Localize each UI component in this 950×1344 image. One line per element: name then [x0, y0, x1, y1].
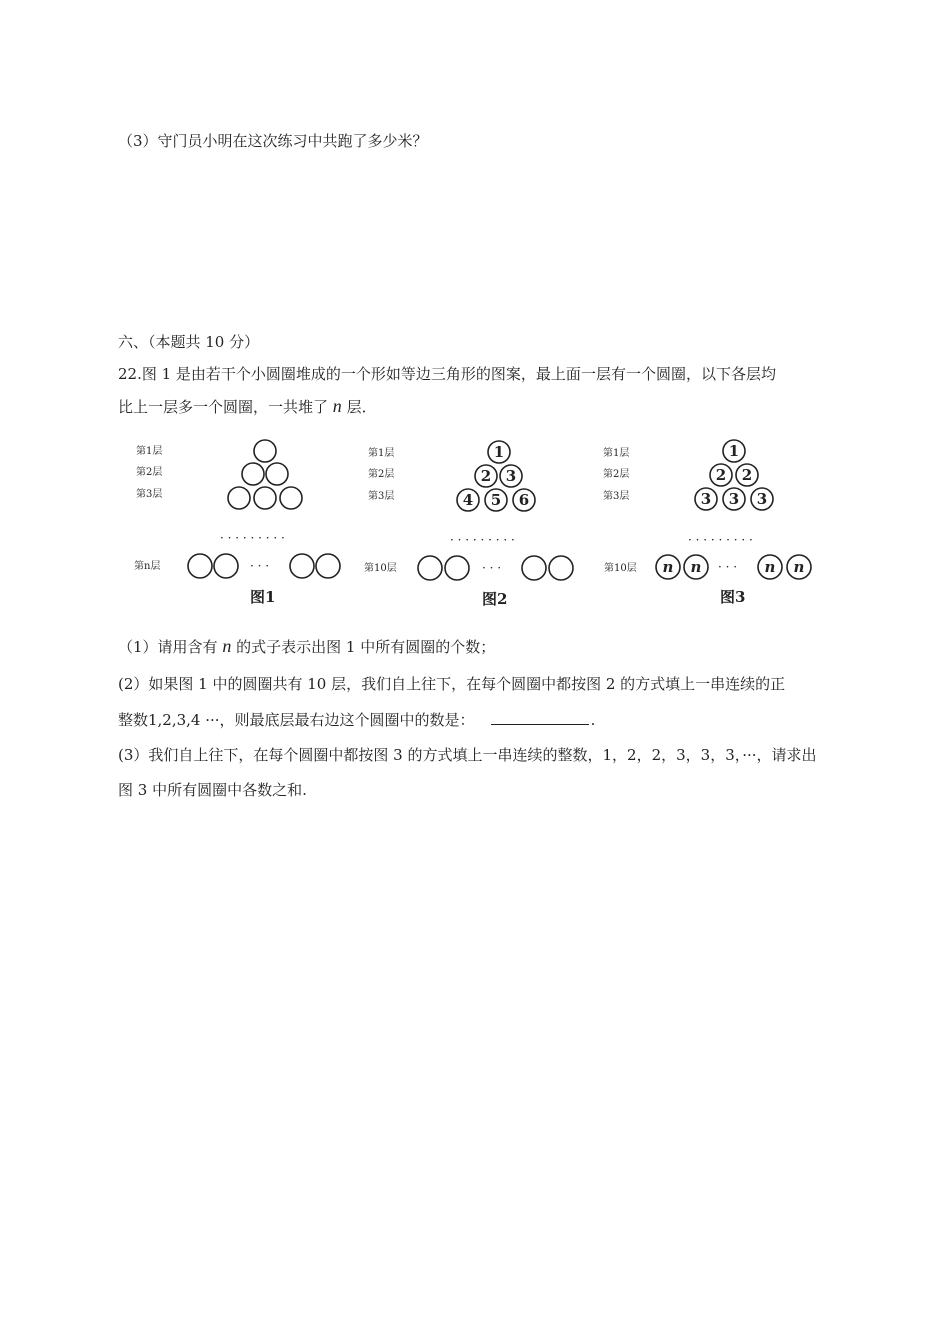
- fig1-circle: [266, 463, 288, 485]
- fig1-dots-row: · · · · · · · · ·: [220, 531, 285, 545]
- fig3-dots-row: · · · · · · · · ·: [688, 533, 753, 547]
- fig3-layer3-label: 第3层: [603, 491, 630, 502]
- q22-figures: [128, 428, 828, 618]
- q22-part3-line1: (3）我们自上往下，在每个圆圈中都按图 3 的方式填上一串连续的整数，1，2，2，3，3，3，···，请求出: [118, 746, 817, 764]
- section6-heading: 六、（本题共 10 分）: [118, 333, 260, 351]
- fig2-layer2-label: 第2层: [368, 469, 395, 480]
- answer-blank[interactable]: [491, 710, 589, 725]
- fig2-dots-row: · · · · · · · · ·: [450, 533, 515, 547]
- q22-part1-var: n: [222, 636, 232, 656]
- fig1-layer2-label: 第2层: [136, 467, 163, 478]
- q22-stem-line2: [118, 396, 377, 417]
- q22-part1: [118, 636, 495, 657]
- fig2-number: 1: [493, 443, 505, 461]
- q22-stem-line2-after: 层．: [346, 398, 377, 416]
- q22-part1-before: （1）请用含有: [118, 638, 218, 656]
- q22-part2-line2-after: .: [590, 711, 596, 729]
- fig2-ellipsis: · · ·: [482, 561, 502, 575]
- fig3-n-label: n: [793, 558, 805, 576]
- fig1-circle: [254, 440, 276, 462]
- fig3-number: 2: [741, 466, 753, 484]
- fig3-n-label: n: [662, 558, 674, 576]
- fig1-circle: [188, 554, 212, 578]
- q22-part1-after: 的式子表示出图 1 中所有圆圈的个数；: [236, 638, 496, 656]
- fig3-number: 1: [728, 442, 740, 460]
- fig2-number: 5: [490, 491, 502, 509]
- fig1-ellipsis: · · ·: [250, 559, 270, 573]
- fig1-circle: [242, 463, 264, 485]
- fig2-circle: [418, 556, 442, 580]
- fig3-layer2-label: 第2层: [603, 469, 630, 480]
- fig2-number: 6: [518, 491, 530, 509]
- figures-svg: [128, 428, 828, 618]
- fig3-layer10-label: 第10层: [604, 563, 637, 574]
- q22-part2-line1: (2）如果图 1 中的圆圈共有 10 层，我们自上往下，在每个圆圈中都按图 2 的方式填上一串连续的正: [118, 675, 786, 693]
- q22-part3-line2: 图 3 中所有圆圈中各数之和.: [118, 781, 307, 799]
- fig3-number: 2: [715, 466, 727, 484]
- q22-stem-var: n: [332, 396, 342, 416]
- fig2-circle: [522, 556, 546, 580]
- figure-1: [134, 444, 162, 572]
- fig3-number: 3: [728, 490, 740, 508]
- fig1-circle: [228, 487, 250, 509]
- fig1-caption: 图1: [250, 588, 276, 606]
- fig1-circle: [316, 554, 340, 578]
- fig3-number: 3: [756, 490, 768, 508]
- fig2-circle: [549, 556, 573, 580]
- fig3-caption: 图3: [720, 588, 746, 606]
- fig1-circle: [290, 554, 314, 578]
- fig3-n-label: n: [690, 558, 702, 576]
- fig1-layer1-label: 第1层: [136, 446, 163, 457]
- fig2-number: 2: [480, 467, 492, 485]
- fig3-ellipsis: · · ·: [718, 560, 738, 574]
- fig3-layer1-label: 第1层: [603, 448, 630, 459]
- fig1-circle: [280, 487, 302, 509]
- fig1-layern-label: 第n层: [134, 561, 161, 572]
- q22-part2-line2-before: 整数1,2,3,4 ···，则最底层最右边这个圆圈中的数是：: [118, 711, 475, 729]
- fig3-number: 3: [700, 490, 712, 508]
- q22-part2-line2: [118, 710, 595, 730]
- fig2-layer3-label: 第3层: [368, 491, 395, 502]
- q22-stem-line1: 22.图 1 是由若干个小圆圈堆成的一个形如等边三角形的图案，最上面一层有一个圆圈，以下各层均: [118, 365, 776, 383]
- fig1-circle: [214, 554, 238, 578]
- fig1-circle: [254, 487, 276, 509]
- fig3-n-label: n: [764, 558, 776, 576]
- fig2-layer1-label: 第1层: [368, 448, 395, 459]
- fig2-number: 3: [505, 467, 517, 485]
- fig2-caption: 图2: [482, 590, 508, 608]
- fig1-layer3-label: 第3层: [136, 489, 163, 500]
- fig2-circle: [445, 556, 469, 580]
- fig2-layer10-label: 第10层: [364, 563, 397, 574]
- fig2-number: 4: [462, 491, 474, 509]
- q22-stem-line2-before: 比上一层多一个圆圈，一共堆了: [118, 398, 329, 416]
- q21-part3: （3）守门员小明在这次练习中共跑了多少米？: [118, 132, 428, 150]
